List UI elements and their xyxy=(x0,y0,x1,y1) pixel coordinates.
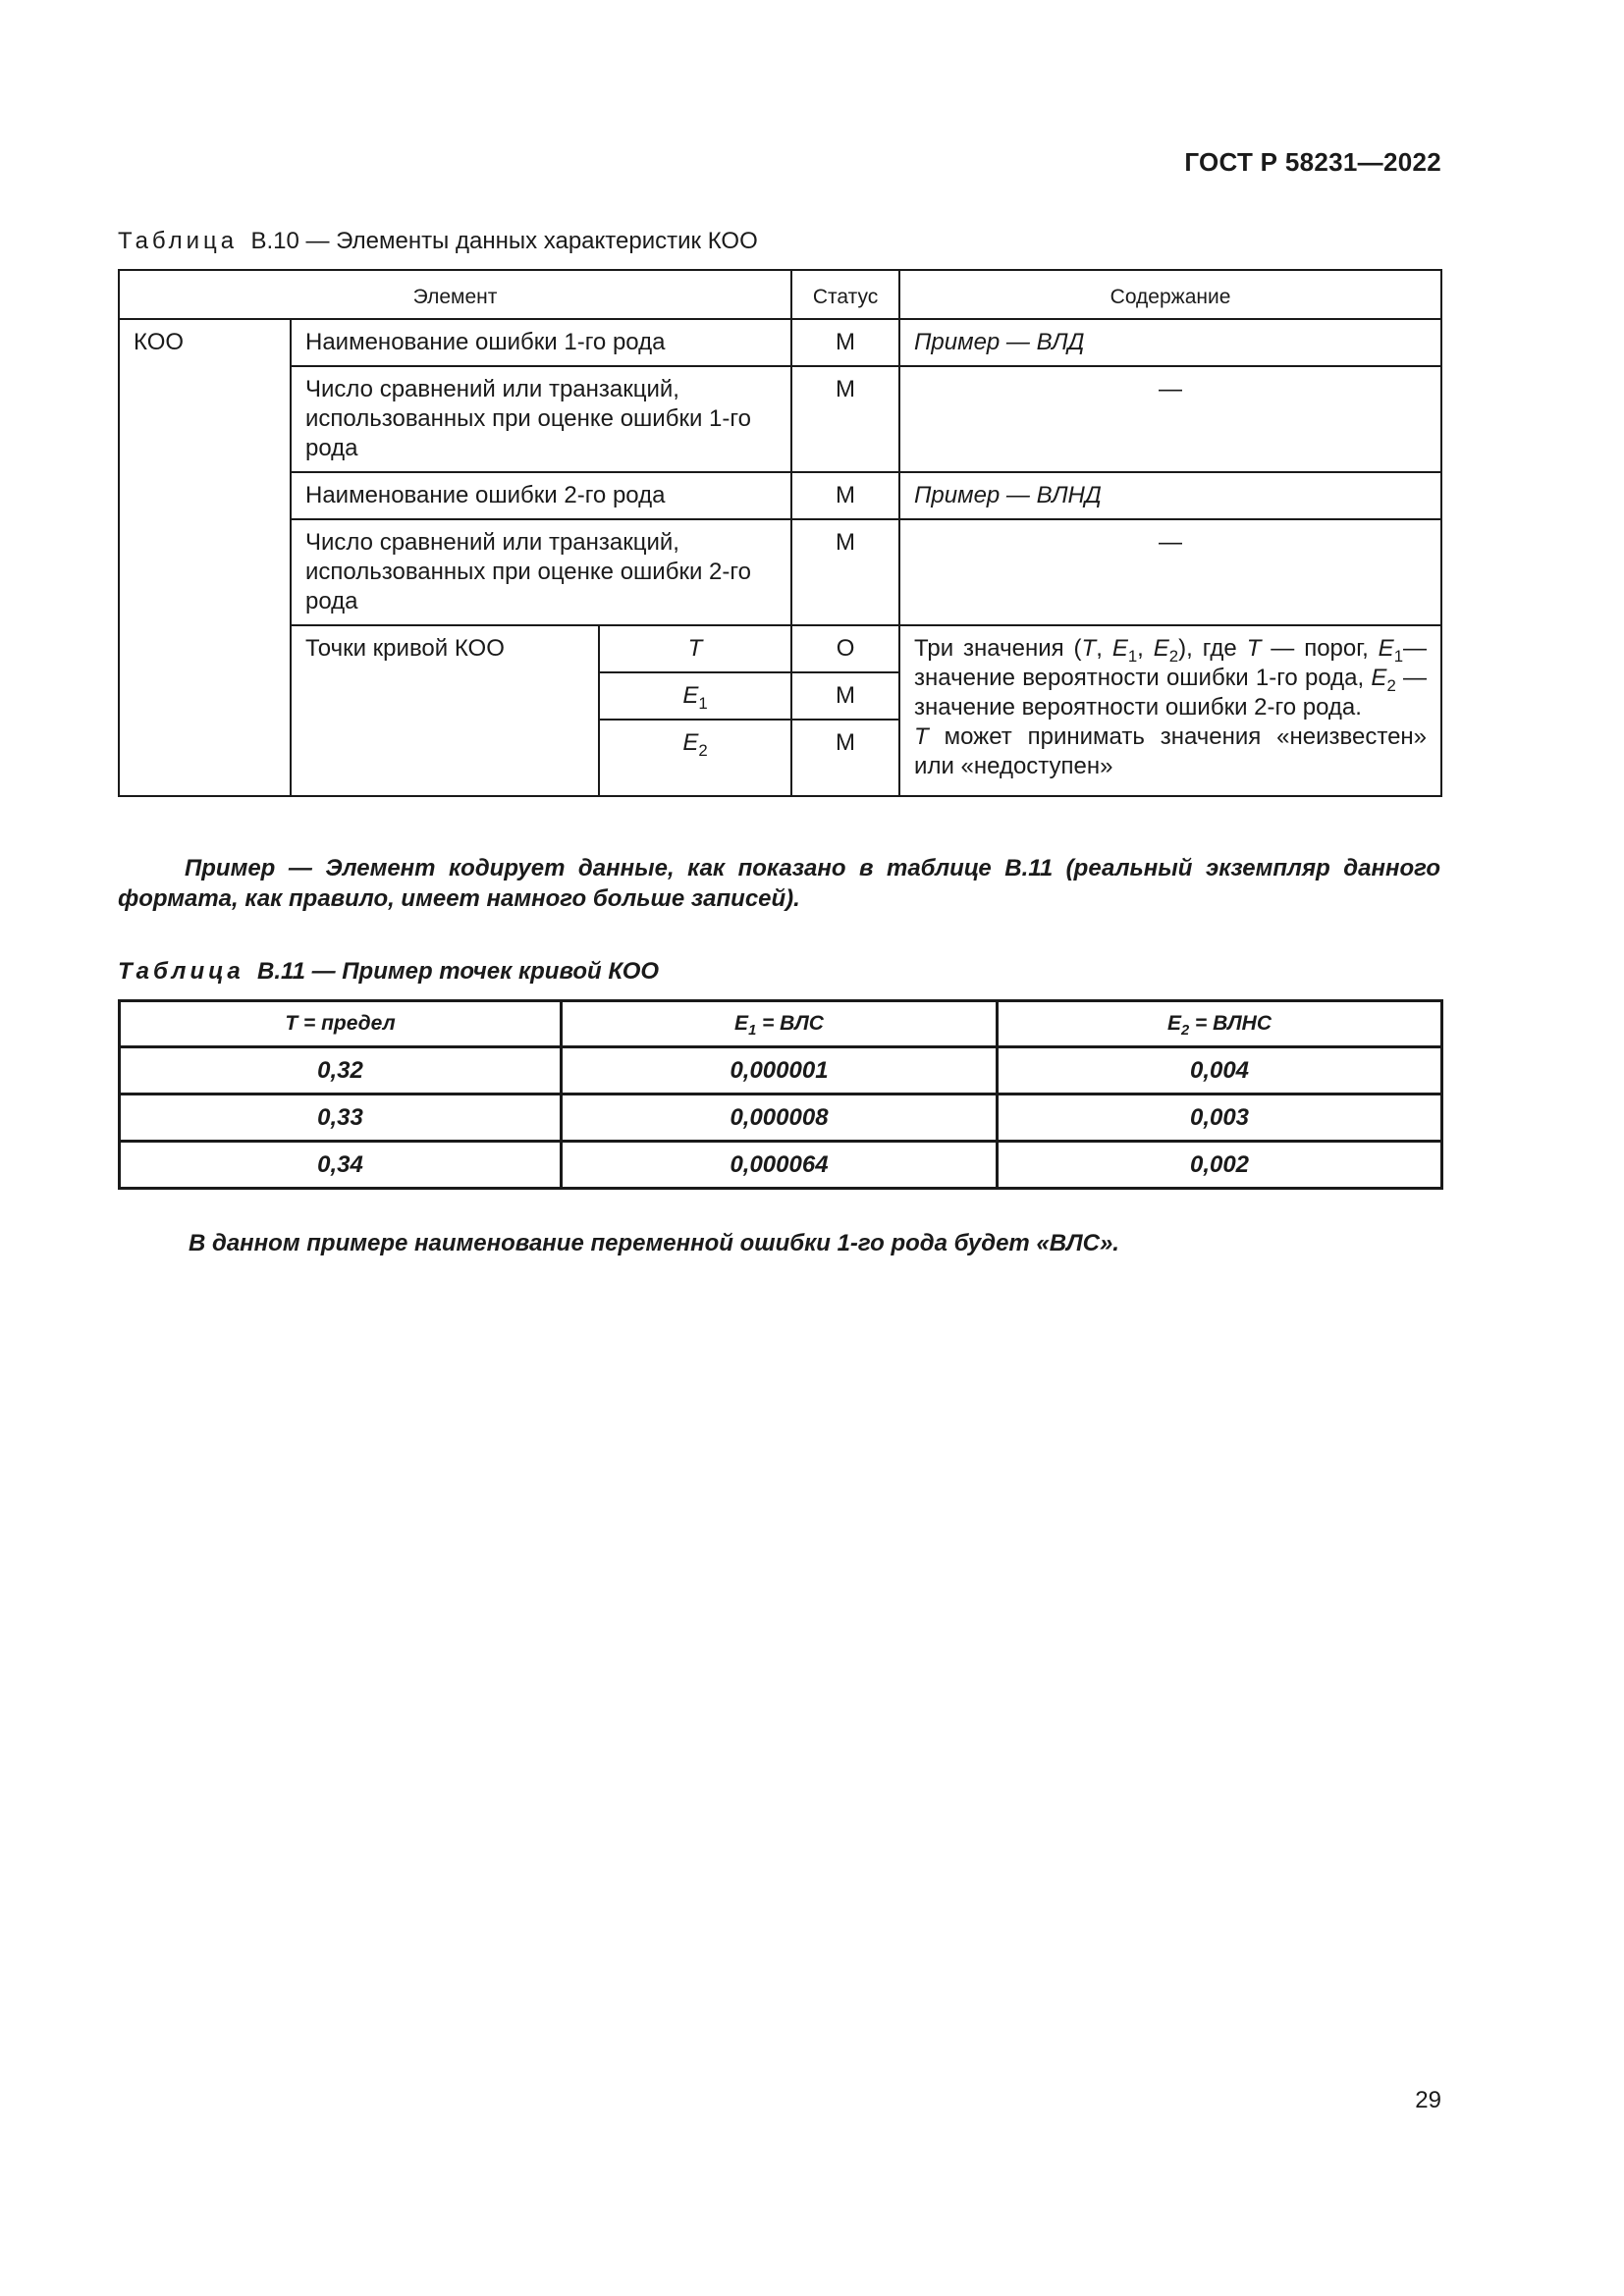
table-row xyxy=(120,1095,1442,1142)
header-element: Элемент xyxy=(119,270,791,319)
table-cell: 0,002 xyxy=(998,1142,1442,1189)
element-status: О xyxy=(791,625,899,672)
page-number: 29 xyxy=(1415,2087,1441,2113)
subitem-symbol: E xyxy=(682,729,699,756)
table-cell: 0,000008 xyxy=(562,1095,998,1142)
table-caption-text: В.11 — Пример точек кривой КОО xyxy=(257,958,660,985)
curve-subitem xyxy=(599,720,791,796)
header-e1: $E_1$ = ВЛС xyxy=(562,1001,998,1047)
table-caption-text: В.10 — Элементы данных характеристик КОО xyxy=(250,228,758,254)
element-status: М xyxy=(791,319,899,366)
element-content: Пример — ВЛНД xyxy=(899,472,1441,519)
curve-subitem xyxy=(599,625,791,672)
table-cell: 0,34 xyxy=(120,1142,562,1189)
element-name: Наименование ошибки 2-го рода xyxy=(291,472,791,519)
example-paragraph: Пример — Элемент кодирует данные, как показано в таблице В.11 (реальный экземпляр данного формата, как правило, имеет намного больше записей). xyxy=(118,855,1440,912)
element-name: Число сравнений или транзакций, использованных при оценке ошибки 1-го рода xyxy=(291,366,791,472)
table-cell: 0,32 xyxy=(120,1047,562,1095)
header-e2: $E_2$ = ВЛНС xyxy=(998,1001,1442,1047)
table-header-row xyxy=(119,270,1441,319)
element-name: Число сравнений или транзакций, использованных при оценке ошибки 2-го рода xyxy=(291,519,791,625)
table-caption-prefix: Таблица xyxy=(118,958,244,985)
element-content: — xyxy=(899,366,1441,472)
table-caption-prefix: Таблица xyxy=(118,228,239,254)
document-header: ГОСТ Р 58231—2022 xyxy=(1184,147,1441,177)
table-cell: 0,000001 xyxy=(562,1047,998,1095)
element-content: Пример — ВЛД xyxy=(899,319,1441,366)
elements-table xyxy=(118,269,1442,797)
table-row xyxy=(120,1047,1442,1095)
curve-points-table xyxy=(118,999,1443,1190)
table-row xyxy=(119,472,1441,519)
element-name: Наименование ошибки 1-го рода xyxy=(291,319,791,366)
curve-subitem xyxy=(599,672,791,720)
table-cell: 0,000064 xyxy=(562,1142,998,1189)
element-status: М xyxy=(791,672,899,720)
group-cell: КОО xyxy=(119,319,291,796)
table-cell: 0,004 xyxy=(998,1047,1442,1095)
curve-content: Три значения (T, $E_1$, $E_2$), где T — порог, $E_1—$ значение вероятности ошибки 1-го рода, $E_2$ — значение вероятности ошибки 2-го рода. T может принимать значения «неизвестен» или «недоступен» xyxy=(899,625,1441,796)
header-content: Содержание xyxy=(899,270,1441,319)
subitem-index: 2 xyxy=(698,740,708,760)
element-name: Точки кривой КОО xyxy=(291,625,599,796)
table-row xyxy=(119,625,1441,672)
note-paragraph: В данном примере наименование переменной ошибки 1-го рода будет «ВЛС». xyxy=(189,1230,1119,1256)
table-cell: 0,33 xyxy=(120,1095,562,1142)
subitem-index: 1 xyxy=(698,693,708,713)
table-caption xyxy=(118,228,758,255)
table-row xyxy=(119,519,1441,625)
table-row xyxy=(119,319,1441,366)
table-cell: 0,003 xyxy=(998,1095,1442,1142)
element-status: М xyxy=(791,720,899,796)
subitem-symbol: T xyxy=(687,635,703,662)
header-status: Статус xyxy=(791,270,899,319)
element-status: М xyxy=(791,366,899,472)
element-status: М xyxy=(791,519,899,625)
table-header-row xyxy=(120,1001,1442,1047)
element-status: М xyxy=(791,472,899,519)
header-threshold: T = предел xyxy=(120,1001,562,1047)
table-row xyxy=(120,1142,1442,1189)
table-caption xyxy=(118,958,659,986)
table-row xyxy=(119,366,1441,472)
subitem-symbol: E xyxy=(682,682,699,709)
element-content: — xyxy=(899,519,1441,625)
